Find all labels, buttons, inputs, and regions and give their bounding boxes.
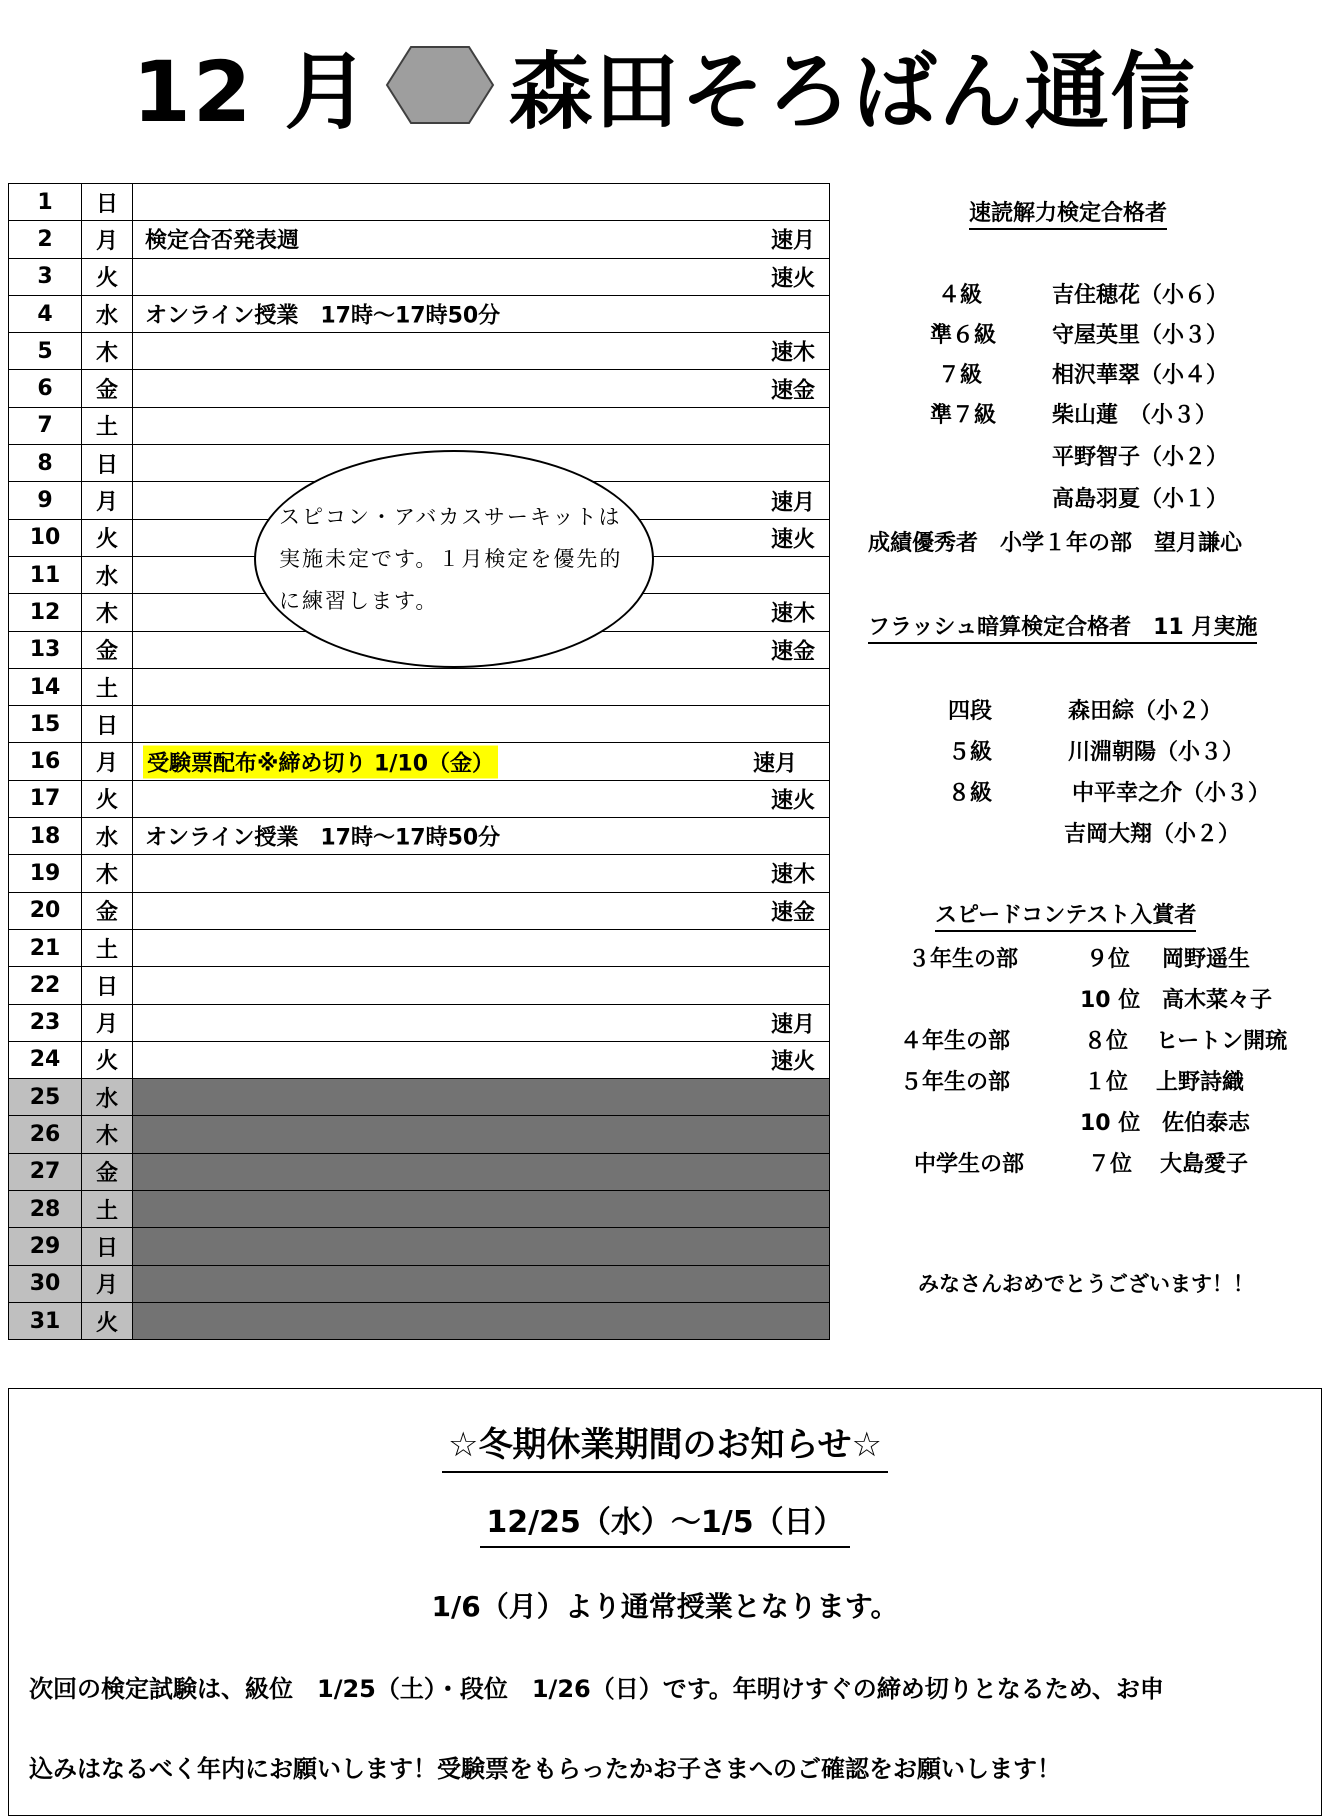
sokudoku-title: 速読解力検定合格者 bbox=[969, 196, 1167, 227]
day-number: 31 bbox=[9, 1302, 82, 1339]
calendar-row bbox=[9, 258, 830, 295]
class-tag: 速金 bbox=[770, 639, 815, 665]
class-tag: 速月 bbox=[770, 1012, 815, 1038]
day-number: 21 bbox=[9, 929, 82, 966]
calendar-row bbox=[9, 333, 830, 370]
day-number: 14 bbox=[9, 668, 82, 705]
day-event-cell bbox=[133, 295, 830, 332]
class-tag: 速木 bbox=[770, 862, 815, 888]
flash-grade: ８級 bbox=[947, 781, 992, 806]
contest-name: 上野詩織 bbox=[1156, 1070, 1245, 1095]
flash-grade: ５級 bbox=[947, 740, 992, 765]
day-event-cell bbox=[133, 780, 830, 817]
day-of-week: 土 bbox=[82, 929, 133, 966]
day-number: 7 bbox=[9, 407, 82, 444]
class-tag: 速金 bbox=[770, 378, 815, 404]
sokudoku-grade: 準７級 bbox=[930, 403, 997, 428]
day-of-week: 金 bbox=[82, 1153, 133, 1190]
calendar-row bbox=[9, 1228, 830, 1265]
day-of-week: 日 bbox=[82, 184, 133, 221]
day-of-week: 月 bbox=[82, 482, 133, 519]
calendar-row bbox=[9, 1041, 830, 1078]
contest-rank: 10 位 bbox=[1080, 988, 1141, 1013]
day-number: 1 bbox=[9, 184, 82, 221]
contest-name: 高木菜々子 bbox=[1162, 988, 1273, 1013]
day-of-week: 木 bbox=[82, 1116, 133, 1153]
day-event-cell bbox=[133, 1004, 830, 1041]
day-of-week: 月 bbox=[82, 743, 133, 780]
day-number: 13 bbox=[9, 631, 82, 668]
day-event-cell bbox=[133, 333, 830, 370]
calendar-row bbox=[9, 1191, 830, 1228]
notice-line-1: 次回の検定試験は、級位 1/25（土）・段位 1/26（日）です。年明けすぐの締め切りとなるため、お申 bbox=[29, 1675, 1164, 1703]
day-of-week: 月 bbox=[82, 221, 133, 258]
flash-name: 川淵朝陽（小３） bbox=[1068, 740, 1245, 765]
contest-name: ヒートン開琉 bbox=[1156, 1029, 1288, 1054]
day-event-cell bbox=[133, 184, 830, 221]
day-of-week: 月 bbox=[82, 1004, 133, 1041]
day-event-cell bbox=[133, 1228, 830, 1265]
class-tag: 速火 bbox=[770, 527, 815, 553]
day-event-cell bbox=[133, 668, 830, 705]
sokudoku-grade: 準６級 bbox=[930, 323, 997, 348]
day-number: 12 bbox=[9, 594, 82, 631]
day-of-week: 木 bbox=[82, 594, 133, 631]
sokudoku-name: 柴山蓮 （小３） bbox=[1052, 403, 1218, 428]
flash-name: 森田綜（小２） bbox=[1068, 699, 1223, 724]
day-number: 22 bbox=[9, 967, 82, 1004]
calendar-table bbox=[8, 183, 830, 1340]
calendar-row bbox=[9, 184, 830, 221]
sokudoku-name: 吉住穂花（小６） bbox=[1052, 283, 1229, 308]
day-number: 8 bbox=[9, 445, 82, 482]
day-number: 29 bbox=[9, 1228, 82, 1265]
day-of-week: 日 bbox=[82, 1228, 133, 1265]
day-number: 19 bbox=[9, 855, 82, 892]
day-event-cell bbox=[133, 855, 830, 892]
day-number: 30 bbox=[9, 1265, 82, 1302]
contest-rank: ７位 bbox=[1088, 1152, 1133, 1177]
day-of-week: 水 bbox=[82, 1079, 133, 1116]
day-event-cell bbox=[133, 1079, 830, 1116]
calendar-row bbox=[9, 855, 830, 892]
contest-title: スピードコンテスト入賞者 bbox=[935, 898, 1196, 929]
day-number: 4 bbox=[9, 295, 82, 332]
event-text: 検定合否発表週 bbox=[145, 228, 300, 254]
day-number: 16 bbox=[9, 743, 82, 780]
day-event-cell bbox=[133, 370, 830, 407]
day-number: 24 bbox=[9, 1041, 82, 1078]
day-of-week: 日 bbox=[82, 967, 133, 1004]
day-of-week: 土 bbox=[82, 407, 133, 444]
day-event-cell bbox=[133, 1153, 830, 1190]
contest-name: 岡野遥生 bbox=[1162, 947, 1251, 972]
newsletter-title bbox=[0, 30, 1329, 140]
day-of-week: 日 bbox=[82, 706, 133, 743]
calendar-row bbox=[9, 967, 830, 1004]
day-of-week: 金 bbox=[82, 370, 133, 407]
day-of-week: 金 bbox=[82, 892, 133, 929]
day-of-week: 火 bbox=[82, 780, 133, 817]
day-number: 5 bbox=[9, 333, 82, 370]
contest-division: ４年生の部 bbox=[900, 1029, 1011, 1054]
day-event-cell bbox=[133, 1302, 830, 1339]
calendar-row bbox=[9, 1004, 830, 1041]
day-event-cell bbox=[133, 929, 830, 966]
flash-name: 吉岡大翔（小２） bbox=[1064, 822, 1241, 847]
calendar-row bbox=[9, 818, 830, 855]
day-of-week: 木 bbox=[82, 855, 133, 892]
winter-notice-box bbox=[8, 1388, 1322, 1816]
day-event-cell bbox=[133, 1116, 830, 1153]
day-of-week: 金 bbox=[82, 631, 133, 668]
day-number: 10 bbox=[9, 519, 82, 556]
calendar-row bbox=[9, 407, 830, 444]
contest-division: ３年生の部 bbox=[908, 947, 1019, 972]
class-tag: 速火 bbox=[770, 266, 815, 292]
contest-rank: 10 位 bbox=[1080, 1111, 1141, 1136]
day-event-cell bbox=[133, 743, 830, 780]
calendar-row bbox=[9, 1153, 830, 1190]
contest-rank: ８位 bbox=[1084, 1029, 1129, 1054]
calendar-row bbox=[9, 743, 830, 780]
day-of-week: 火 bbox=[82, 1302, 133, 1339]
day-event-cell bbox=[133, 407, 830, 444]
day-event-cell bbox=[133, 818, 830, 855]
class-tag: 速月 bbox=[752, 751, 797, 777]
day-number: 15 bbox=[9, 706, 82, 743]
day-of-week: 水 bbox=[82, 556, 133, 593]
day-number: 2 bbox=[9, 221, 82, 258]
calendar-row bbox=[9, 892, 830, 929]
day-of-week: 火 bbox=[82, 258, 133, 295]
day-number: 6 bbox=[9, 370, 82, 407]
calendar-row bbox=[9, 370, 830, 407]
day-number: 20 bbox=[9, 892, 82, 929]
class-tag: 速火 bbox=[770, 788, 815, 814]
event-text: オンライン授業 17時～17時50分 bbox=[145, 303, 501, 329]
calendar-row bbox=[9, 1302, 830, 1339]
day-of-week: 火 bbox=[82, 1041, 133, 1078]
day-of-week: 月 bbox=[82, 1265, 133, 1302]
contest-rank: ９位 bbox=[1086, 947, 1131, 972]
calendar-row bbox=[9, 668, 830, 705]
day-of-week: 土 bbox=[82, 668, 133, 705]
day-of-week: 木 bbox=[82, 333, 133, 370]
sokudoku-honor: 成績優秀者 小学１年の部 望月謙心 bbox=[868, 531, 1243, 556]
class-tag: 速月 bbox=[770, 490, 815, 516]
title-month: 12 月 bbox=[132, 42, 371, 141]
calendar-row bbox=[9, 221, 830, 258]
day-number: 23 bbox=[9, 1004, 82, 1041]
day-of-week: 火 bbox=[82, 519, 133, 556]
calendar-row bbox=[9, 929, 830, 966]
day-number: 26 bbox=[9, 1116, 82, 1153]
flash-grade: 四段 bbox=[947, 699, 992, 724]
calendar-row bbox=[9, 295, 830, 332]
calendar-row bbox=[9, 1116, 830, 1153]
flash-title: フラッシュ暗算検定合格者 11 月実施 bbox=[868, 610, 1257, 641]
notice-resume: 1/6（月）より通常授業となります。 bbox=[431, 1590, 899, 1623]
day-of-week: 日 bbox=[82, 445, 133, 482]
sokudoku-grade: ７級 bbox=[937, 363, 982, 388]
day-event-cell bbox=[133, 967, 830, 1004]
sokudoku-name: 平野智子（小２） bbox=[1052, 445, 1229, 470]
sokudoku-name: 高島羽夏（小１） bbox=[1052, 487, 1229, 512]
contest-division: ５年生の部 bbox=[900, 1070, 1011, 1095]
day-event-cell bbox=[133, 1041, 830, 1078]
calendar-row bbox=[9, 780, 830, 817]
bubble-text: スピコン・アバカスサーキットは実施未定です。１月検定を優先的に練習します。 bbox=[279, 505, 623, 613]
day-event-cell bbox=[133, 1191, 830, 1228]
notice-line-2: 込みはなるべく年内にお願いします！受験票をもらったかお子さまへのご確認をお願いします！ bbox=[29, 1755, 1061, 1783]
class-tag: 速月 bbox=[770, 228, 815, 254]
flash-name: 中平幸之介（小３） bbox=[1072, 781, 1271, 806]
day-event-cell bbox=[133, 221, 830, 258]
sokudoku-grade: ４級 bbox=[937, 283, 982, 308]
day-number: 18 bbox=[9, 818, 82, 855]
day-event-cell bbox=[133, 258, 830, 295]
calendar-row bbox=[9, 706, 830, 743]
day-of-week: 土 bbox=[82, 1191, 133, 1228]
contest-rank: １位 bbox=[1084, 1070, 1129, 1095]
class-tag: 速木 bbox=[770, 601, 815, 627]
day-number: 17 bbox=[9, 780, 82, 817]
day-number: 3 bbox=[9, 258, 82, 295]
calendar-row bbox=[9, 1079, 830, 1116]
day-number: 28 bbox=[9, 1191, 82, 1228]
contest-name: 大島愛子 bbox=[1160, 1152, 1249, 1177]
sokudoku-name: 相沢華翠（小４） bbox=[1052, 363, 1229, 388]
class-tag: 速金 bbox=[770, 900, 815, 926]
title-name: 森田そろばん通信 bbox=[508, 42, 1197, 141]
notice-bubble bbox=[254, 450, 654, 668]
calendar-row bbox=[9, 1265, 830, 1302]
event-text: オンライン授業 17時～17時50分 bbox=[145, 825, 501, 851]
day-event-cell bbox=[133, 892, 830, 929]
class-tag: 速火 bbox=[770, 1049, 815, 1075]
day-event-cell bbox=[133, 1265, 830, 1302]
event-text: 受験票配布※締め切り 1/10（金） bbox=[143, 745, 498, 778]
notice-title: ☆冬期休業期間のお知らせ☆ bbox=[9, 1417, 1321, 1466]
day-number: 11 bbox=[9, 556, 82, 593]
contest-name: 佐伯泰志 bbox=[1162, 1111, 1251, 1136]
day-number: 27 bbox=[9, 1153, 82, 1190]
contest-division: 中学生の部 bbox=[914, 1152, 1025, 1177]
congrats-text: みなさんおめでとうございます！！ bbox=[918, 1272, 1254, 1296]
hexagon-icon bbox=[385, 45, 495, 125]
class-tag: 速木 bbox=[770, 340, 815, 366]
day-number: 25 bbox=[9, 1079, 82, 1116]
notice-period: 12/25（水）～1/5（日） bbox=[9, 1497, 1321, 1541]
day-event-cell bbox=[133, 706, 830, 743]
sokudoku-name: 守屋英里（小３） bbox=[1052, 323, 1229, 348]
day-of-week: 水 bbox=[82, 295, 133, 332]
day-of-week: 水 bbox=[82, 818, 133, 855]
day-number: 9 bbox=[9, 482, 82, 519]
